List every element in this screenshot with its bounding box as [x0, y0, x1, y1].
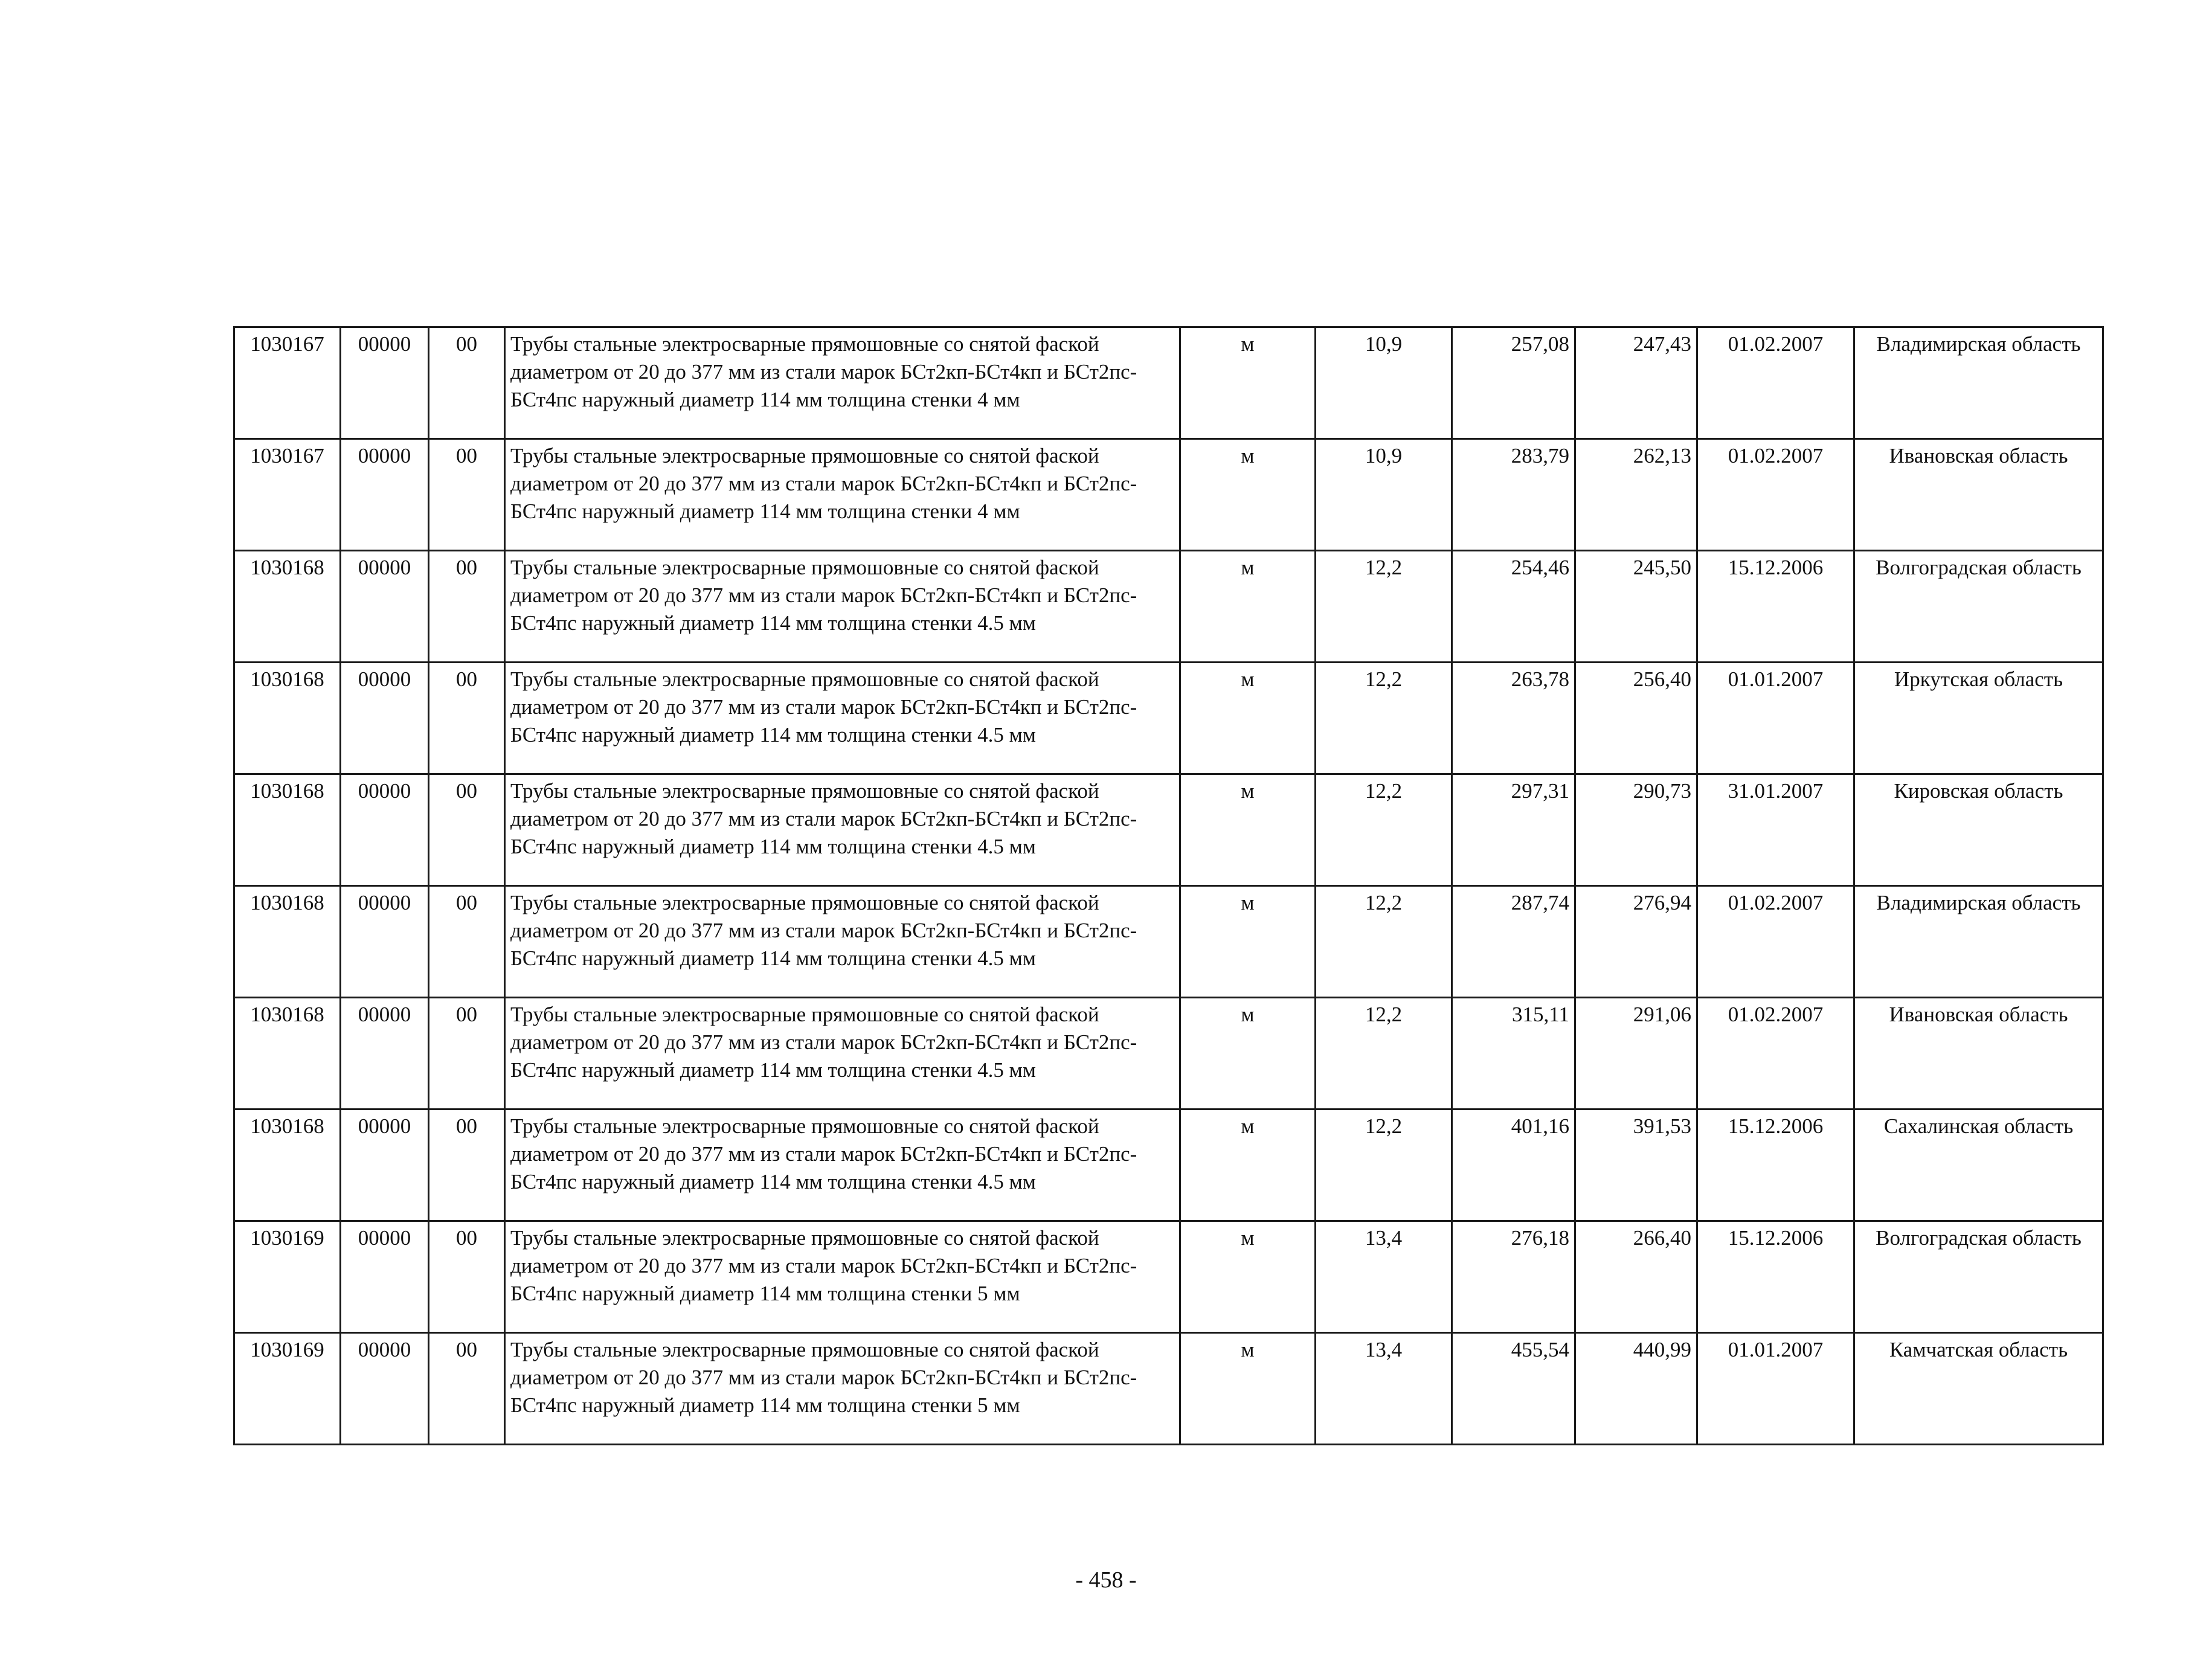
suffix-cell: 00	[429, 998, 505, 1110]
suffix-cell: 00	[429, 886, 505, 998]
description-cell: Трубы стальные электросварные прямошовные со снятой фаской диаметром от 20 до 377 мм из стали марок БСт2кп-БСт4кп и БСт2пс-БСт4пс наружный диаметр 114 мм толщина стенки 4 мм	[505, 327, 1180, 439]
subcode-cell: 00000	[341, 439, 429, 551]
region-cell: Волгоградская область	[1854, 551, 2103, 663]
date-cell: 01.01.2007	[1697, 1333, 1854, 1445]
date-cell: 15.12.2006	[1697, 1110, 1854, 1221]
table-body	[234, 327, 2103, 1445]
quantity-cell: 12,2	[1316, 551, 1452, 663]
price-table	[233, 326, 2104, 1445]
price-cell: 401,16	[1452, 1110, 1575, 1221]
resource-code-cell: 1030168	[234, 1110, 341, 1221]
date-cell: 31.01.2007	[1697, 774, 1854, 886]
subcode-cell: 00000	[341, 327, 429, 439]
region-cell: Владимирская область	[1854, 327, 2103, 439]
quantity-cell: 12,2	[1316, 663, 1452, 774]
description-cell: Трубы стальные электросварные прямошовные со снятой фаской диаметром от 20 до 377 мм из стали марок БСт2кп-БСт4кп и БСт2пс-БСт4пс наружный диаметр 114 мм толщина стенки 5 мм	[505, 1221, 1180, 1333]
date-cell: 01.02.2007	[1697, 439, 1854, 551]
quantity-cell: 12,2	[1316, 886, 1452, 998]
region-cell: Ивановская область	[1854, 439, 2103, 551]
date-cell: 01.02.2007	[1697, 327, 1854, 439]
suffix-cell: 00	[429, 774, 505, 886]
unit-cell: м	[1180, 663, 1316, 774]
subcode-cell: 00000	[341, 774, 429, 886]
price-cell: 276,18	[1452, 1221, 1575, 1333]
table-row	[234, 327, 2103, 439]
resource-code-cell: 1030169	[234, 1221, 341, 1333]
table-row	[234, 1221, 2103, 1333]
table-row	[234, 886, 2103, 998]
description-cell: Трубы стальные электросварные прямошовные со снятой фаской диаметром от 20 до 377 мм из стали марок БСт2кп-БСт4кп и БСт2пс-БСт4пс наружный диаметр 114 мм толщина стенки 4.5 мм	[505, 998, 1180, 1110]
table-row	[234, 663, 2103, 774]
subcode-cell: 00000	[341, 1221, 429, 1333]
description-cell: Трубы стальные электросварные прямошовные со снятой фаской диаметром от 20 до 377 мм из стали марок БСт2кп-БСт4кп и БСт2пс-БСт4пс наружный диаметр 114 мм толщина стенки 4.5 мм	[505, 551, 1180, 663]
price-cell: 290,73	[1575, 774, 1697, 886]
price-cell: 283,79	[1452, 439, 1575, 551]
quantity-cell: 13,4	[1316, 1333, 1452, 1445]
price-cell: 245,50	[1575, 551, 1697, 663]
quantity-cell: 12,2	[1316, 998, 1452, 1110]
region-cell: Волгоградская область	[1854, 1221, 2103, 1333]
price-cell: 440,99	[1575, 1333, 1697, 1445]
price-cell: 254,46	[1452, 551, 1575, 663]
page-number: - 458 -	[1075, 1567, 1137, 1593]
price-cell: 257,08	[1452, 327, 1575, 439]
unit-cell: м	[1180, 774, 1316, 886]
suffix-cell: 00	[429, 551, 505, 663]
description-cell: Трубы стальные электросварные прямошовные со снятой фаской диаметром от 20 до 377 мм из стали марок БСт2кп-БСт4кп и БСт2пс-БСт4пс наружный диаметр 114 мм толщина стенки 4.5 мм	[505, 1110, 1180, 1221]
table-row	[234, 1333, 2103, 1445]
unit-cell: м	[1180, 998, 1316, 1110]
region-cell: Сахалинская область	[1854, 1110, 2103, 1221]
suffix-cell: 00	[429, 663, 505, 774]
resource-code-cell: 1030167	[234, 327, 341, 439]
subcode-cell: 00000	[341, 886, 429, 998]
region-cell: Камчатская область	[1854, 1333, 2103, 1445]
subcode-cell: 00000	[341, 998, 429, 1110]
price-cell: 291,06	[1575, 998, 1697, 1110]
subcode-cell: 00000	[341, 551, 429, 663]
quantity-cell: 10,9	[1316, 327, 1452, 439]
resource-code-cell: 1030168	[234, 551, 341, 663]
suffix-cell: 00	[429, 439, 505, 551]
description-cell: Трубы стальные электросварные прямошовные со снятой фаской диаметром от 20 до 377 мм из стали марок БСт2кп-БСт4кп и БСт2пс-БСт4пс наружный диаметр 114 мм толщина стенки 4.5 мм	[505, 774, 1180, 886]
resource-code-cell: 1030168	[234, 998, 341, 1110]
description-cell: Трубы стальные электросварные прямошовные со снятой фаской диаметром от 20 до 377 мм из стали марок БСт2кп-БСт4кп и БСт2пс-БСт4пс наружный диаметр 114 мм толщина стенки 4.5 мм	[505, 886, 1180, 998]
unit-cell: м	[1180, 1221, 1316, 1333]
suffix-cell: 00	[429, 1221, 505, 1333]
suffix-cell: 00	[429, 1333, 505, 1445]
unit-cell: м	[1180, 327, 1316, 439]
price-cell: 262,13	[1575, 439, 1697, 551]
quantity-cell: 12,2	[1316, 774, 1452, 886]
subcode-cell: 00000	[341, 1110, 429, 1221]
price-cell: 276,94	[1575, 886, 1697, 998]
price-cell: 455,54	[1452, 1333, 1575, 1445]
date-cell: 15.12.2006	[1697, 551, 1854, 663]
price-cell: 297,31	[1452, 774, 1575, 886]
table-row	[234, 998, 2103, 1110]
subcode-cell: 00000	[341, 1333, 429, 1445]
price-cell: 256,40	[1575, 663, 1697, 774]
unit-cell: м	[1180, 1110, 1316, 1221]
resource-code-cell: 1030168	[234, 774, 341, 886]
quantity-cell: 10,9	[1316, 439, 1452, 551]
suffix-cell: 00	[429, 1110, 505, 1221]
table-row	[234, 774, 2103, 886]
region-cell: Ивановская область	[1854, 998, 2103, 1110]
resource-code-cell: 1030167	[234, 439, 341, 551]
resource-code-cell: 1030169	[234, 1333, 341, 1445]
description-cell: Трубы стальные электросварные прямошовные со снятой фаской диаметром от 20 до 377 мм из стали марок БСт2кп-БСт4кп и БСт2пс-БСт4пс наружный диаметр 114 мм толщина стенки 4 мм	[505, 439, 1180, 551]
date-cell: 01.02.2007	[1697, 998, 1854, 1110]
unit-cell: м	[1180, 439, 1316, 551]
subcode-cell: 00000	[341, 663, 429, 774]
price-cell: 266,40	[1575, 1221, 1697, 1333]
region-cell: Иркутская область	[1854, 663, 2103, 774]
resource-code-cell: 1030168	[234, 663, 341, 774]
price-cell: 315,11	[1452, 998, 1575, 1110]
price-cell: 263,78	[1452, 663, 1575, 774]
quantity-cell: 13,4	[1316, 1221, 1452, 1333]
region-cell: Кировская область	[1854, 774, 2103, 886]
unit-cell: м	[1180, 551, 1316, 663]
date-cell: 01.01.2007	[1697, 663, 1854, 774]
region-cell: Владимирская область	[1854, 886, 2103, 998]
description-cell: Трубы стальные электросварные прямошовные со снятой фаской диаметром от 20 до 377 мм из стали марок БСт2кп-БСт4кп и БСт2пс-БСт4пс наружный диаметр 114 мм толщина стенки 4.5 мм	[505, 663, 1180, 774]
date-cell: 01.02.2007	[1697, 886, 1854, 998]
table-row	[234, 439, 2103, 551]
unit-cell: м	[1180, 886, 1316, 998]
quantity-cell: 12,2	[1316, 1110, 1452, 1221]
description-cell: Трубы стальные электросварные прямошовные со снятой фаской диаметром от 20 до 377 мм из стали марок БСт2кп-БСт4кп и БСт2пс-БСт4пс наружный диаметр 114 мм толщина стенки 5 мм	[505, 1333, 1180, 1445]
table-row	[234, 551, 2103, 663]
date-cell: 15.12.2006	[1697, 1221, 1854, 1333]
unit-cell: м	[1180, 1333, 1316, 1445]
suffix-cell: 00	[429, 327, 505, 439]
price-cell: 247,43	[1575, 327, 1697, 439]
table-row	[234, 1110, 2103, 1221]
price-cell: 391,53	[1575, 1110, 1697, 1221]
resource-code-cell: 1030168	[234, 886, 341, 998]
price-cell: 287,74	[1452, 886, 1575, 998]
